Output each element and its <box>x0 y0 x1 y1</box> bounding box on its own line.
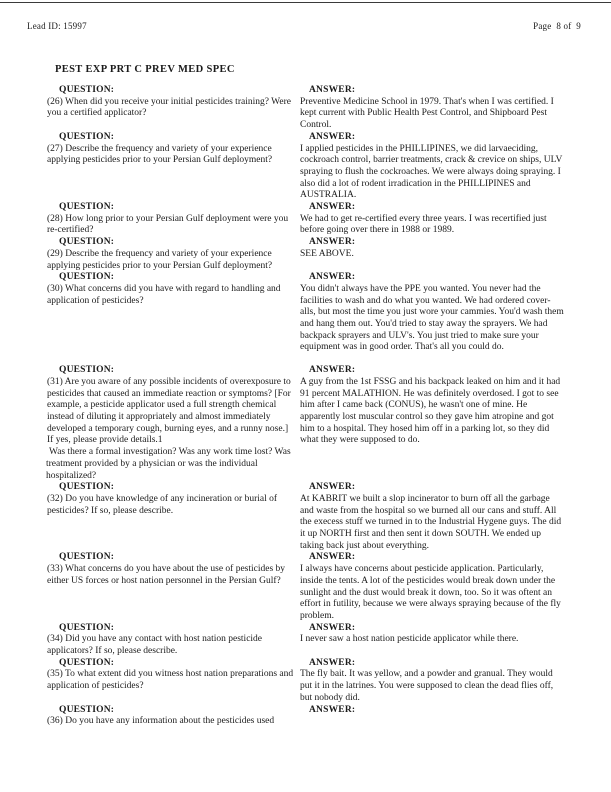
question-text: (34) Did you have any contact with host nation pesticide applicators? If so, please describe. <box>47 634 263 657</box>
question-label: QUESTION: <box>59 704 115 715</box>
answer-column <box>297 623 565 646</box>
answer-text: Preventive Medicine School in 1979. That's when I was certified. I kept current with Public Health Pest Control, and Shipboard Pest Control. <box>300 96 554 131</box>
question-text: (36) Do you have any information about the pesticides used <box>47 716 275 727</box>
qa-pair <box>46 552 568 622</box>
answer-column <box>297 482 565 552</box>
question-column <box>46 272 297 307</box>
document-content <box>46 64 568 728</box>
question-column <box>46 132 297 167</box>
answer-column <box>297 705 565 717</box>
question-text: (26) When did you receive your initial pesticides training? Were you a certified applicator? <box>47 96 291 119</box>
answer-text: The fly bait. It was yellow, and a powder and granual. They would put it in the latrines. You were supposed to clean the dead flies off, but nobody did. <box>300 669 554 703</box>
question-column <box>46 658 297 693</box>
question-label: QUESTION: <box>59 482 115 493</box>
page-number: Page 8 of 9 <box>533 21 581 31</box>
answer-text: SEE ABOVE. <box>300 248 354 259</box>
answer-text: At KABRIT we built a slop incinerator to burn off all the garbage and waste from the hospital so we burned all our cans and stuff. All the execess stuff we turned in to the Industrial Hygene guys. The did it up NORTH first and then sent it down SOUTH. We ended up taking back just about everything. <box>300 493 562 551</box>
qa-pair <box>46 202 568 237</box>
question-text: (28) How long prior to your Persian Gulf deployment were you re-certified? <box>47 213 289 236</box>
question-column <box>46 482 297 517</box>
qa-pair <box>46 658 568 705</box>
document-title: PEST EXP PRT C PREV MED SPEC <box>55 64 235 75</box>
answer-text: We had to get re-certified every three years. I was recertified just before going over there in 1988 or 1989. <box>300 213 547 236</box>
question-followup-text: Was there a formal investigation? Was any work time lost? Was treatment provided by a physician or was the individual hospitalized? <box>46 447 291 481</box>
question-label: QUESTION: <box>59 365 115 376</box>
question-text: (32) Do you have knowledge of any incineration or burial of pesticides? If so, please describe. <box>47 493 278 516</box>
question-label: QUESTION: <box>59 272 115 283</box>
answer-label: ANSWER: <box>309 622 356 633</box>
lead-id: Lead ID: 15997 <box>27 21 87 31</box>
question-column <box>46 202 297 237</box>
answer-label: ANSWER: <box>309 131 356 142</box>
question-label: QUESTION: <box>59 622 115 633</box>
answer-label: ANSWER: <box>309 85 356 95</box>
question-column <box>46 552 297 587</box>
question-column <box>46 623 297 658</box>
answer-column <box>297 272 565 354</box>
answer-text: You didn't always have the PPE you wanted. You never had the facilities to wash and do what you wanted. We had ordered cover-alls, but most the time you just wore your cammies. You'd wash them and hang them out. You'd tried to stay away the sprayers. We had backpack sprayers and ULV's. You just tried to make sure your equipment was in good order. That's all you could do. <box>300 283 564 353</box>
qa-pair <box>46 623 568 658</box>
answer-column <box>297 132 565 202</box>
answer-label: ANSWER: <box>309 237 356 248</box>
question-column <box>46 237 297 272</box>
answer-text: I always have concerns about pesticide application. Particularly, inside the tents. A lot of the pesticides would break down under the sunlight and the dust would break it down, too. So it was oftent an effort in futility, because we were always spraying because of the fly problem. <box>300 564 561 621</box>
question-label: QUESTION: <box>59 237 115 248</box>
qa-pair <box>46 237 568 272</box>
answer-label: ANSWER: <box>309 202 356 213</box>
answer-column <box>297 85 565 132</box>
question-text: (30) What concerns did you have with regard to handling and application of pesticides? <box>47 283 281 306</box>
answer-text: I applied pesticides in the PHILLIPINES, we did larvaeciding, cockroach control, barrier treatments, crack & crevice on ships, ULV spraying to flush the cockroaches. We were always doing spraying. I also did a lot of rodent irradication in the PHILLIPINES and AUSTRALIA. <box>300 143 563 201</box>
answer-column <box>297 365 565 447</box>
qa-pair <box>46 482 568 552</box>
question-label: QUESTION: <box>59 552 115 563</box>
answer-column <box>297 552 565 622</box>
answer-column <box>297 658 565 705</box>
question-column <box>46 365 297 482</box>
answer-label: ANSWER: <box>309 657 356 668</box>
question-label: QUESTION: <box>59 202 115 213</box>
answer-column <box>297 237 565 260</box>
qa-pair <box>46 272 568 354</box>
qa-list <box>46 85 568 728</box>
qa-pair <box>46 132 568 202</box>
question-column <box>46 705 297 728</box>
question-label: QUESTION: <box>59 657 115 668</box>
question-text: (29) Describe the frequency and variety of your experience applying pesticides prior to your Persian Gulf deployment? <box>47 248 273 271</box>
question-label: QUESTION: <box>59 85 115 95</box>
question-column <box>46 85 297 120</box>
answer-label: ANSWER: <box>309 272 356 283</box>
scan-edge-line <box>0 2 611 3</box>
qa-pair <box>46 85 568 132</box>
answer-text: I never saw a host nation pesticide applicator while there. <box>300 634 519 645</box>
question-text: (31) Are you aware of any possible incidents of overexposure to pesticides that caused an immediate reaction or symptoms? [For example, a pesticide applicator used a full strength chemical instead of diluting it appropriately and almost immediately developed a temporary cough, burning eyes, and a runny nose.] If yes, please provide details.1 <box>47 376 291 446</box>
page-header <box>27 21 581 31</box>
question-label: QUESTION: <box>59 131 115 142</box>
answer-label: ANSWER: <box>309 704 356 715</box>
question-text: (33) What concerns do you have about the use of pesticides by either US forces or host nation personnel in the Persian Gulf? <box>47 564 286 586</box>
qa-pair <box>46 705 568 728</box>
question-text: (35) To what extent did you witness host nation preparations and application of pesticides? <box>47 669 294 692</box>
answer-column <box>297 202 565 237</box>
answer-label: ANSWER: <box>309 482 356 493</box>
answer-label: ANSWER: <box>309 552 356 563</box>
answer-label: ANSWER: <box>309 365 356 376</box>
question-text: (27) Describe the frequency and variety of your experience applying pesticides prior to your Persian Gulf deployment? <box>47 143 273 166</box>
answer-text: A guy from the 1st FSSG and his backpack leaked on him and it had 91 percent MALATHION. He was definitely overdosed. I got to see him after I came back (CONUS), he wasn't one of mine. He apparently lost muscular control so they gave him atropine and got him to a hospital. They hosed him off in a parking lot, so they did what they were supposed to do. <box>300 376 561 446</box>
qa-pair <box>46 365 568 482</box>
